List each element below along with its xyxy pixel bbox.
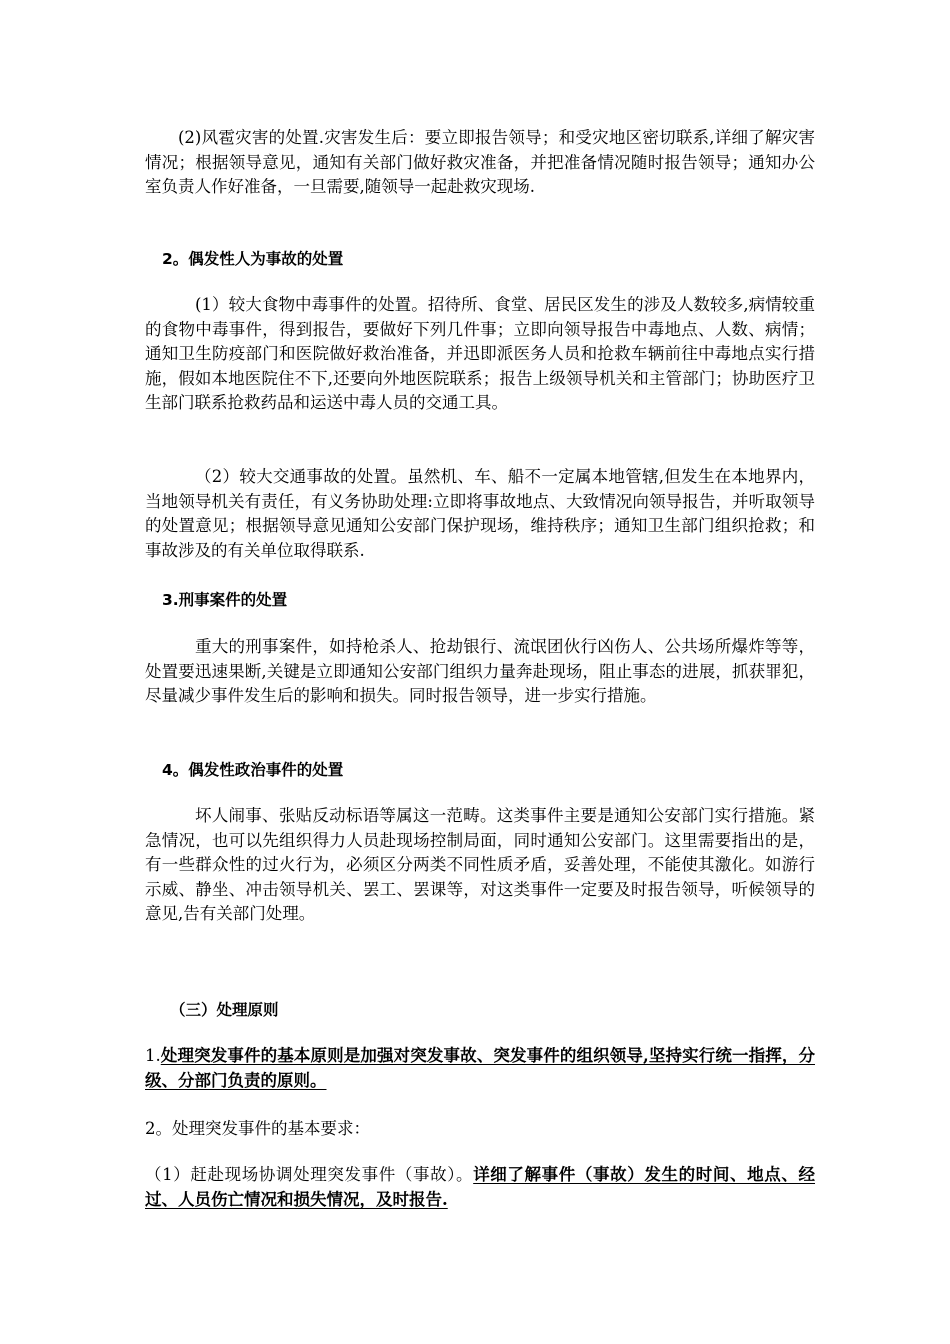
principle-2: 2。处理突发事件的基本要求： <box>145 1119 370 1138</box>
principle-1-text: 处理突发事件的基本原则是加强对突发事故、突发事件的组织领导,坚持实行统一指挥，分级、分部门负责的原则。 <box>145 1046 815 1090</box>
paragraph-criminal-cases: 重大的刑事案件，如持枪杀人、抢劫银行、流氓团伙行凶伤人、公共场所爆炸等等，处置要迅速果断,关键是立即通知公安部门组织力量奔赴现场，阻止事态的进展，抓获罪犯，尽量减少事件发生后的影响和损失。同时报告领导，进一步实行措施。 <box>145 637 815 705</box>
heading-political-incidents: 4。偶发性政治事件的处置 <box>162 761 344 779</box>
heading-criminal-cases: 3.刑事案件的处置 <box>162 591 288 609</box>
heading-accidental-incidents: 2。偶发性人为事故的处置 <box>162 250 344 268</box>
principle-1 <box>145 1044 815 1093</box>
requirement-1-intro: （1）赶赴现场协调处理突发事件（事故）。 <box>145 1165 474 1184</box>
paragraph-political-incidents: 坏人闹事、张贴反动标语等属这一范畴。这类事件主要是通知公安部门实行措施。紧急情况，也可以先组织得力人员赴现场控制局面，同时通知公安部门。这里需要指出的是，有一些群众性的过火行为，必须区分两类不同性质矛盾，妥善处理，不能使其激化。如游行示威、静坐、冲击领导机关、罢工、罢课等，对这类事件一定要及时报告领导，听候领导的意见,告有关部门处理。 <box>145 806 815 923</box>
principle-1-number: 1. <box>145 1046 161 1065</box>
paragraph-food-poisoning: (1）较大食物中毒事件的处置。招待所、食堂、居民区发生的涉及人数较多,病情较重的食物中毒事件，得到报告，要做好下列几件事；立即向领导报告中毒地点、人数、病情；通知卫生防疫部门和医院做好救治准备，并迅即派医务人员和抢救车辆前往中毒地点实行措施，假如本地医院住不下,还要向外地医院联系；报告上级领导机关和主管部门；协助医疗卫生部门联系抢救药品和运送中毒人员的交通工具。 <box>145 295 815 412</box>
heading-handling-principles: （三）处理原则 <box>170 1001 279 1019</box>
requirement-1-emphasis: 详细了解事件（事故）发生的时间、地点、经过、人员伤亡情况和损失情况，及时报告. <box>145 1165 816 1209</box>
requirement-1 <box>145 1163 815 1212</box>
paragraph-hail-disaster: (2)风雹灾害的处置.灾害发生后：要立即报告领导；和受灾地区密切联系,详细了解灾害情况；根据领导意见，通知有关部门做好救灾准备，并把准备情况随时报告领导；通知办公室负责人作好准备，一旦需要,随领导一起赴救灾现场. <box>145 128 815 196</box>
paragraph-traffic-accident: （2）较大交通事故的处置。虽然机、车、船不一定属本地管辖,但发生在本地界内，当地领导机关有责任，有义务协助处理:立即将事故地点、大致情况向领导报告，并听取领导的处置意见；根据领导意见通知公安部门保护现场，维持秩序；通知卫生部门组织抢救；和事故涉及的有关单位取得联系. <box>145 467 815 560</box>
